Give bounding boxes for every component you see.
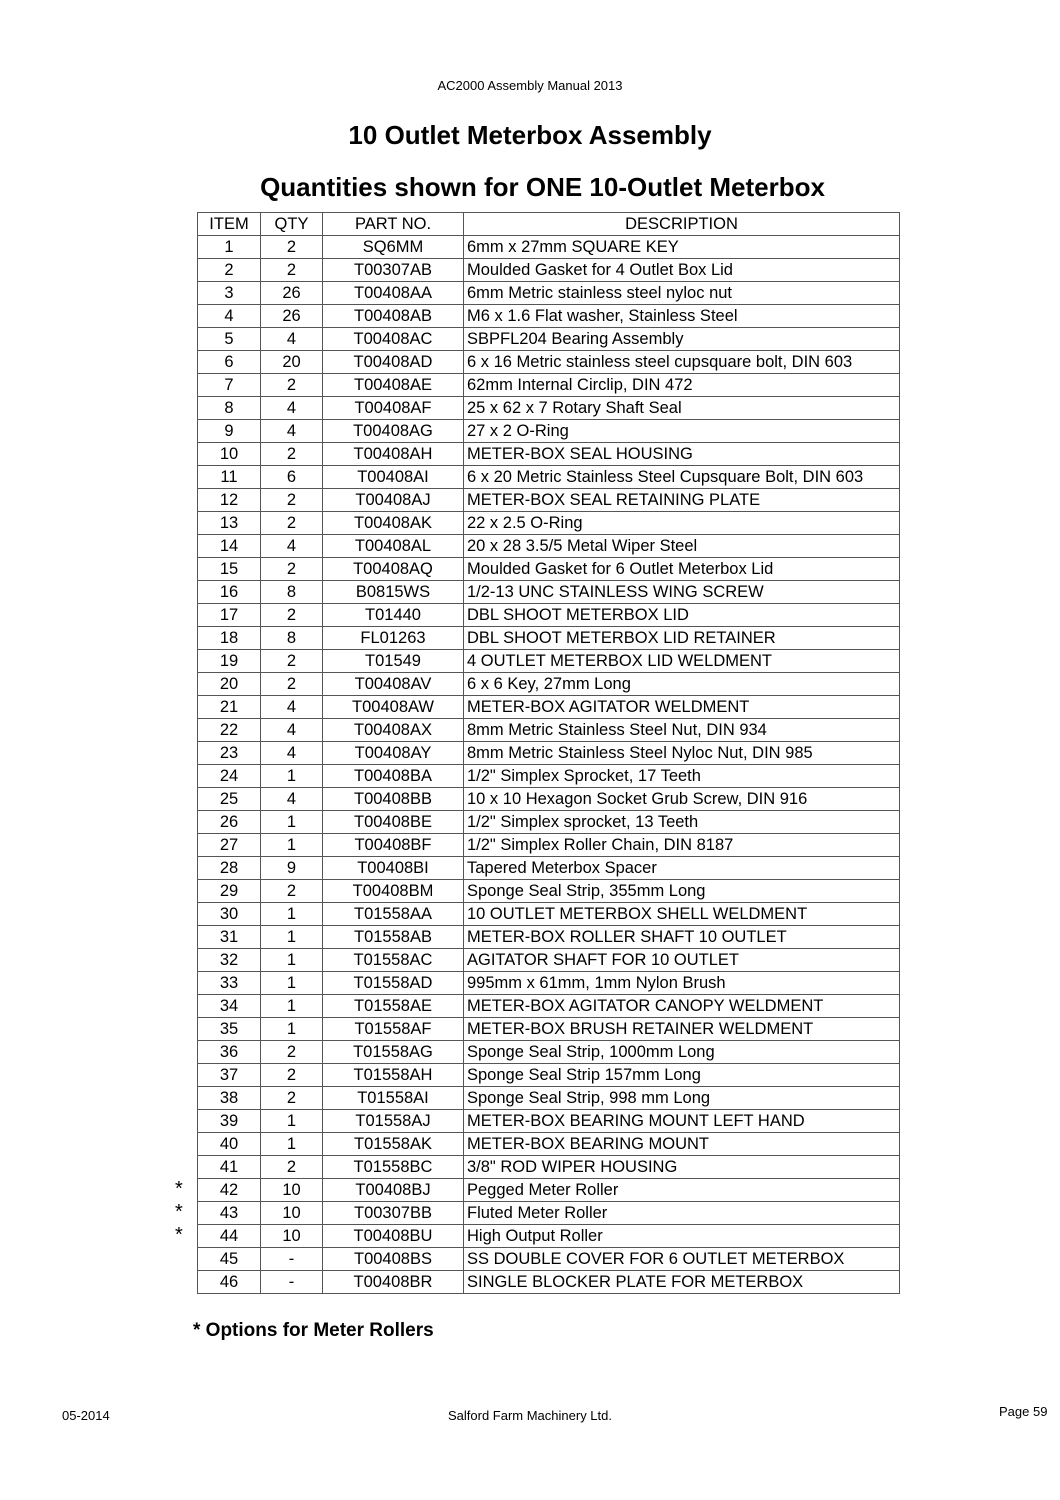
cell-description: 1/2" Simplex Sprocket, 17 Teeth [464,765,900,788]
parts-table-body [198,236,900,1294]
table-row [198,673,900,696]
cell-part-no: T00408AV [323,673,464,696]
table-row [198,719,900,742]
table-row [198,1248,900,1271]
cell-item: 32 [198,949,261,972]
cell-part-no: T00408AQ [323,558,464,581]
cell-qty: - [261,1248,323,1271]
cell-part-no: B0815WS [323,581,464,604]
cell-description: 6 x 16 Metric stainless steel cupsquare bolt, DIN 603 [464,351,900,374]
cell-item: 15 [198,558,261,581]
cell-part-no: T00408AB [323,305,464,328]
cell-part-no: T00408AK [323,512,464,535]
cell-item: 22 [198,719,261,742]
cell-qty: 4 [261,742,323,765]
cell-item: 41 [198,1156,261,1179]
cell-item: 10 [198,443,261,466]
cell-part-no: T01558AJ [323,1110,464,1133]
option-asterisk: * [175,1178,183,1200]
cell-description: SINGLE BLOCKER PLATE FOR METERBOX [464,1271,900,1294]
cell-description: METER-BOX SEAL HOUSING [464,443,900,466]
table-row [198,696,900,719]
cell-qty: 2 [261,489,323,512]
cell-item: 37 [198,1064,261,1087]
cell-description: SBPFL204 Bearing Assembly [464,328,900,351]
cell-qty: 2 [261,1064,323,1087]
table-row [198,1018,900,1041]
table-row [198,1110,900,1133]
cell-part-no: T00408AF [323,397,464,420]
cell-item: 45 [198,1248,261,1271]
table-row [198,489,900,512]
cell-item: 38 [198,1087,261,1110]
table-row [198,926,900,949]
table-row [198,1064,900,1087]
cell-item: 44 [198,1225,261,1248]
option-asterisk: * [175,1201,183,1223]
cell-qty: 4 [261,420,323,443]
table-row [198,834,900,857]
cell-description: SS DOUBLE COVER FOR 6 OUTLET METERBOX [464,1248,900,1271]
cell-part-no: T01558AE [323,995,464,1018]
cell-item: 4 [198,305,261,328]
cell-qty: 2 [261,558,323,581]
table-row [198,857,900,880]
cell-description: Pegged Meter Roller [464,1179,900,1202]
table-row [198,512,900,535]
cell-description: 27 x 2 O-Ring [464,420,900,443]
parts-table [197,212,900,1294]
cell-item: 21 [198,696,261,719]
cell-description: METER-BOX BEARING MOUNT [464,1133,900,1156]
table-row [198,949,900,972]
table-row [198,351,900,374]
table-row [198,1041,900,1064]
cell-part-no: T00307AB [323,259,464,282]
footer-company: Salford Farm Machinery Ltd. [447,1408,612,1423]
cell-part-no: T00408AG [323,420,464,443]
cell-qty: 2 [261,236,323,259]
cell-qty: 26 [261,305,323,328]
footer-page-number: Page 59 [999,1404,1048,1419]
footnote: * Options for Meter Rollers [193,1320,434,1341]
cell-description: Moulded Gasket for 6 Outlet Meterbox Lid [464,558,900,581]
cell-part-no: T00408BA [323,765,464,788]
table-row [198,535,900,558]
header-qty: QTY [261,213,323,236]
cell-part-no: T01440 [323,604,464,627]
table-row [198,811,900,834]
cell-qty: 8 [261,581,323,604]
footer-date: 05-2014 [62,1408,110,1423]
table-row [198,880,900,903]
cell-qty: 2 [261,673,323,696]
table-row [198,1133,900,1156]
cell-description: Moulded Gasket for 4 Outlet Box Lid [464,259,900,282]
cell-item: 18 [198,627,261,650]
cell-item: 35 [198,1018,261,1041]
cell-item: 1 [198,236,261,259]
table-row [198,328,900,351]
cell-item: 39 [198,1110,261,1133]
cell-qty: 4 [261,535,323,558]
cell-part-no: T00408AC [323,328,464,351]
cell-item: 17 [198,604,261,627]
table-header-row [198,213,900,236]
cell-description: 20 x 28 3.5/5 Metal Wiper Steel [464,535,900,558]
cell-item: 26 [198,811,261,834]
cell-item: 7 [198,374,261,397]
cell-description: 1/2-13 UNC STAINLESS WING SCREW [464,581,900,604]
cell-description: METER-BOX SEAL RETAINING PLATE [464,489,900,512]
cell-description: Sponge Seal Strip, 998 mm Long [464,1087,900,1110]
cell-qty: - [261,1271,323,1294]
cell-part-no: T01558AF [323,1018,464,1041]
cell-part-no: T00408BF [323,834,464,857]
cell-item: 43 [198,1202,261,1225]
cell-item: 13 [198,512,261,535]
cell-item: 24 [198,765,261,788]
table-row [198,1202,900,1225]
page-title: 10 Outlet Meterbox Assembly [348,120,712,150]
cell-description: AGITATOR SHAFT FOR 10 OUTLET [464,949,900,972]
cell-item: 3 [198,282,261,305]
cell-part-no: T00408BI [323,857,464,880]
cell-qty: 4 [261,696,323,719]
cell-part-no: T01558AB [323,926,464,949]
cell-qty: 10 [261,1179,323,1202]
table-row [198,420,900,443]
cell-part-no: T00408AX [323,719,464,742]
cell-description: METER-BOX ROLLER SHAFT 10 OUTLET [464,926,900,949]
cell-part-no: T00408AI [323,466,464,489]
cell-description: 10 x 10 Hexagon Socket Grub Screw, DIN 916 [464,788,900,811]
cell-description: 10 OUTLET METERBOX SHELL WELDMENT [464,903,900,926]
cell-item: 6 [198,351,261,374]
cell-part-no: T00408AL [323,535,464,558]
cell-item: 46 [198,1271,261,1294]
cell-qty: 2 [261,259,323,282]
cell-qty: 1 [261,972,323,995]
table-row [198,397,900,420]
cell-item: 42 [198,1179,261,1202]
cell-qty: 1 [261,1018,323,1041]
cell-part-no: T00408BJ [323,1179,464,1202]
cell-part-no: T01558BC [323,1156,464,1179]
cell-item: 28 [198,857,261,880]
cell-part-no: T01558AD [323,972,464,995]
table-row [198,627,900,650]
table-row [198,1271,900,1294]
cell-description: Tapered Meterbox Spacer [464,857,900,880]
cell-item: 2 [198,259,261,282]
header-description: DESCRIPTION [464,213,900,236]
cell-qty: 4 [261,788,323,811]
table-row [198,1225,900,1248]
cell-description: 62mm Internal Circlip, DIN 472 [464,374,900,397]
cell-part-no: T00408BU [323,1225,464,1248]
cell-description: Fluted Meter Roller [464,1202,900,1225]
option-asterisk: * [175,1224,183,1246]
cell-part-no: T00408AA [323,282,464,305]
cell-description: 3/8" ROD WIPER HOUSING [464,1156,900,1179]
cell-item: 5 [198,328,261,351]
cell-item: 34 [198,995,261,1018]
cell-description: 6mm Metric stainless steel nyloc nut [464,282,900,305]
cell-item: 36 [198,1041,261,1064]
cell-qty: 8 [261,627,323,650]
cell-qty: 1 [261,995,323,1018]
cell-qty: 10 [261,1202,323,1225]
cell-part-no: T00408AJ [323,489,464,512]
table-row [198,1179,900,1202]
cell-item: 14 [198,535,261,558]
cell-part-no: T00408BS [323,1248,464,1271]
cell-part-no: T01558AI [323,1087,464,1110]
cell-qty: 9 [261,857,323,880]
cell-description: DBL SHOOT METERBOX LID [464,604,900,627]
table-row [198,282,900,305]
table-row [198,788,900,811]
table-row [198,558,900,581]
cell-item: 40 [198,1133,261,1156]
cell-part-no: T00408AH [323,443,464,466]
cell-qty: 2 [261,1041,323,1064]
cell-part-no: T00408BR [323,1271,464,1294]
cell-qty: 2 [261,604,323,627]
cell-item: 30 [198,903,261,926]
cell-part-no: T01558AA [323,903,464,926]
cell-qty: 20 [261,351,323,374]
cell-part-no: T01558AG [323,1041,464,1064]
table-row [198,374,900,397]
cell-description: 6mm x 27mm SQUARE KEY [464,236,900,259]
cell-description: Sponge Seal Strip, 355mm Long [464,880,900,903]
cell-qty: 2 [261,1087,323,1110]
cell-qty: 1 [261,1133,323,1156]
cell-description: 22 x 2.5 O-Ring [464,512,900,535]
cell-description: METER-BOX BRUSH RETAINER WELDMENT [464,1018,900,1041]
table-row [198,466,900,489]
cell-part-no: T00408AD [323,351,464,374]
manual-title: AC2000 Assembly Manual 2013 [437,78,623,93]
cell-qty: 1 [261,765,323,788]
cell-part-no: T00408BM [323,880,464,903]
cell-item: 33 [198,972,261,995]
cell-item: 31 [198,926,261,949]
table-row [198,581,900,604]
table-row [198,650,900,673]
cell-qty: 1 [261,811,323,834]
cell-part-no: T00408BE [323,811,464,834]
cell-item: 23 [198,742,261,765]
cell-item: 20 [198,673,261,696]
cell-description: METER-BOX BEARING MOUNT LEFT HAND [464,1110,900,1133]
cell-part-no: SQ6MM [323,236,464,259]
cell-description: M6 x 1.6 Flat washer, Stainless Steel [464,305,900,328]
cell-description: 995mm x 61mm, 1mm Nylon Brush [464,972,900,995]
cell-description: 1/2" Simplex sprocket, 13 Teeth [464,811,900,834]
cell-description: 1/2" Simplex Roller Chain, DIN 8187 [464,834,900,857]
table-row [198,604,900,627]
header-item: ITEM [198,213,261,236]
cell-part-no: T00408AW [323,696,464,719]
cell-item: 25 [198,788,261,811]
cell-qty: 2 [261,880,323,903]
cell-part-no: FL01263 [323,627,464,650]
cell-part-no: T01549 [323,650,464,673]
table-row [198,259,900,282]
cell-description: Sponge Seal Strip, 1000mm Long [464,1041,900,1064]
cell-description: METER-BOX AGITATOR WELDMENT [464,696,900,719]
cell-item: 29 [198,880,261,903]
table-row [198,305,900,328]
cell-item: 16 [198,581,261,604]
cell-description: Sponge Seal Strip 157mm Long [464,1064,900,1087]
cell-item: 12 [198,489,261,512]
table-row [198,972,900,995]
table-row [198,995,900,1018]
cell-qty: 2 [261,443,323,466]
table-row [198,765,900,788]
cell-item: 9 [198,420,261,443]
cell-item: 27 [198,834,261,857]
cell-description: DBL SHOOT METERBOX LID RETAINER [464,627,900,650]
cell-description: 6 x 20 Metric Stainless Steel Cupsquare Bolt, DIN 603 [464,466,900,489]
cell-part-no: T00408BB [323,788,464,811]
cell-part-no: T00307BB [323,1202,464,1225]
cell-description: 4 OUTLET METERBOX LID WELDMENT [464,650,900,673]
table-row [198,236,900,259]
cell-item: 8 [198,397,261,420]
cell-description: 8mm Metric Stainless Steel Nyloc Nut, DIN 985 [464,742,900,765]
cell-qty: 26 [261,282,323,305]
cell-qty: 10 [261,1225,323,1248]
cell-qty: 2 [261,650,323,673]
cell-part-no: T01558AK [323,1133,464,1156]
table-row [198,1156,900,1179]
cell-description: 8mm Metric Stainless Steel Nut, DIN 934 [464,719,900,742]
cell-qty: 4 [261,397,323,420]
cell-qty: 1 [261,834,323,857]
cell-qty: 1 [261,1110,323,1133]
cell-part-no: T00408AE [323,374,464,397]
header-part-no: PART NO. [323,213,464,236]
table-row [198,443,900,466]
cell-qty: 4 [261,328,323,351]
cell-description: High Output Roller [464,1225,900,1248]
cell-qty: 1 [261,903,323,926]
cell-qty: 2 [261,374,323,397]
cell-qty: 2 [261,1156,323,1179]
page-subtitle: Quantities shown for ONE 10-Outlet Meterbox [260,172,825,202]
cell-qty: 1 [261,949,323,972]
cell-part-no: T01558AC [323,949,464,972]
cell-qty: 6 [261,466,323,489]
cell-qty: 1 [261,926,323,949]
cell-qty: 4 [261,719,323,742]
cell-description: METER-BOX AGITATOR CANOPY WELDMENT [464,995,900,1018]
table-row [198,742,900,765]
table-row [198,903,900,926]
cell-description: 6 x 6 Key, 27mm Long [464,673,900,696]
table-row [198,1087,900,1110]
cell-part-no: T00408AY [323,742,464,765]
cell-part-no: T01558AH [323,1064,464,1087]
cell-item: 19 [198,650,261,673]
cell-item: 11 [198,466,261,489]
cell-description: 25 x 62 x 7 Rotary Shaft Seal [464,397,900,420]
cell-qty: 2 [261,512,323,535]
